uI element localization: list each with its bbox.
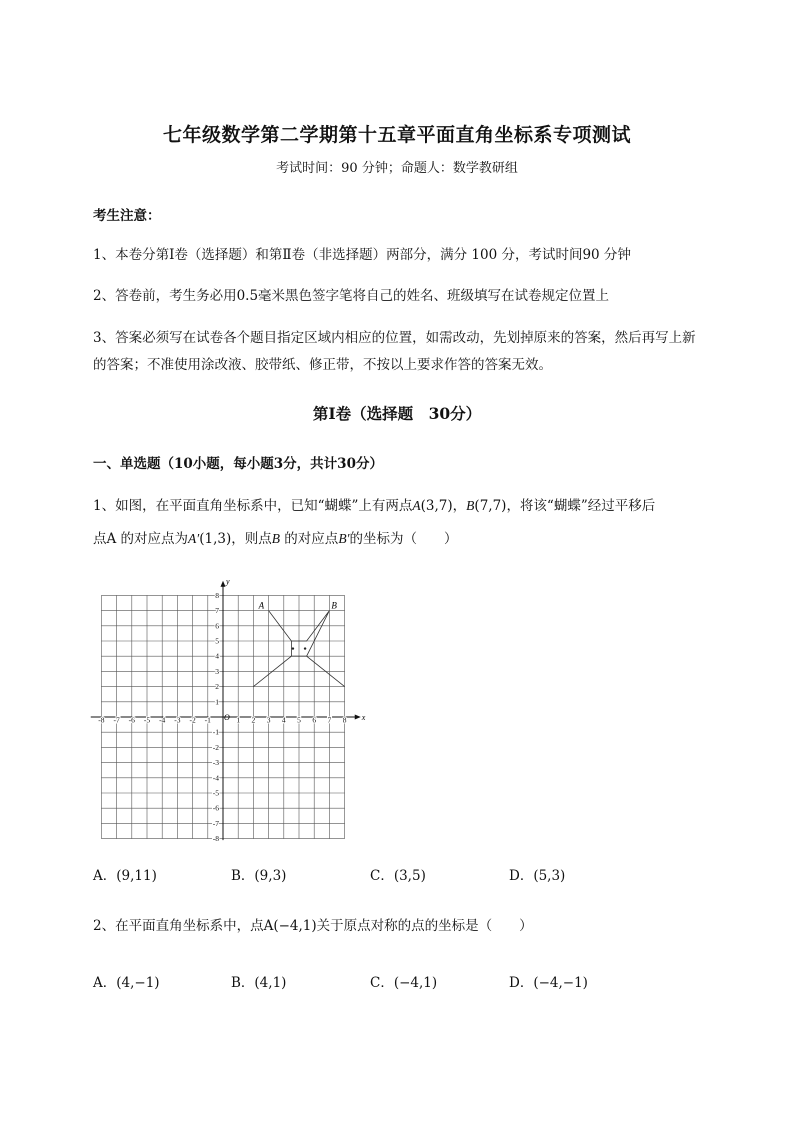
question-2: 2、在平面直角坐标系中，点A(−4,1)关于原点对称的点的坐标是（ ） xyxy=(93,918,533,934)
y-tick-label: -7 xyxy=(212,818,219,828)
y-axis-arrow xyxy=(221,581,226,587)
point-b-label: B xyxy=(331,600,337,611)
notice-item-3-line-2: 的答案；不准使用涂改液、胶带纸、修正带，不按以上要求作答的答案无效。 xyxy=(93,357,552,373)
q1-point-b: B xyxy=(466,498,475,513)
q2-option-d[interactable]: D．(−4,−1) xyxy=(509,975,588,991)
q1-option-d[interactable]: D．(5,3) xyxy=(509,868,566,884)
x-tick-label: -2 xyxy=(189,715,196,725)
q1-text-f: 的坐标为（ ） xyxy=(349,531,458,547)
y-tick-label: -6 xyxy=(212,803,219,813)
x-tick-label: 2 xyxy=(251,715,256,725)
y-tick-label: 2 xyxy=(215,682,219,692)
q1-text-e: 的对应点 xyxy=(280,531,339,547)
x-tick-label: -1 xyxy=(204,715,211,725)
x-tick-label: 6 xyxy=(312,715,317,725)
origin-label: O xyxy=(224,713,230,722)
notice-item-2: 2、答卷前，考生务必用0.5毫米黑色签字笔将自己的姓名、班级填写在试卷规定位置上 xyxy=(93,288,610,304)
axes xyxy=(91,581,361,840)
page-title: 七年级数学第二学期第十五章平面直角坐标系专项测试 xyxy=(162,124,631,146)
notice-heading: 考生注意： xyxy=(93,208,161,224)
x-tick-label: -5 xyxy=(143,715,151,725)
x-tick-label: -7 xyxy=(113,715,120,725)
y-tick-label: 8 xyxy=(215,590,219,600)
x-axis-arrow xyxy=(355,715,361,720)
q1-text-c: 点A 的对应点为 xyxy=(93,531,189,547)
q2-option-b[interactable]: B．(4,1) xyxy=(231,975,287,991)
q1-point-b-2: B xyxy=(271,531,281,546)
q1-point-a: A xyxy=(412,498,421,513)
x-tick-label: 8 xyxy=(342,715,347,725)
exam-info: 考试时间：90 分钟；命题人：数学教研组 xyxy=(276,161,518,176)
y-tick-label: 5 xyxy=(215,636,219,646)
butterfly-eye-left xyxy=(292,647,294,649)
x-tick-label: 4 xyxy=(281,715,286,725)
butterfly-eye-right xyxy=(304,647,306,649)
q1-option-c[interactable]: C．(3,5) xyxy=(370,868,426,884)
y-tick-label: 7 xyxy=(215,606,219,616)
y-tick-label: 1 xyxy=(215,697,219,707)
notice-item-3-line-1: 3、答案必须写在试卷各个题目指定区域内相应的位置，如需改动，先划掉原来的答案，然后再写上新 xyxy=(93,330,696,346)
q1-point-b-coord: (7,7) xyxy=(474,498,507,514)
y-tick-label: -1 xyxy=(212,727,219,737)
x-tick-label: -3 xyxy=(174,715,181,725)
x-tick-label: -8 xyxy=(98,715,105,725)
x-tick-label: 7 xyxy=(327,715,332,725)
x-tick-label: 5 xyxy=(297,715,301,725)
q2-option-a[interactable]: A．(4,−1) xyxy=(93,975,160,991)
q1-point-a-coord: (3,7) xyxy=(420,498,453,514)
y-axis-label: y xyxy=(226,576,230,586)
y-tick-label: -8 xyxy=(212,834,219,844)
y-tick-label: 3 xyxy=(215,666,219,676)
y-tick-label: 6 xyxy=(215,621,219,631)
x-tick-label: -4 xyxy=(159,715,166,725)
question-1-line-2 xyxy=(93,527,458,547)
q1-text-b: ，将该“蝴蝶”经过平移后 xyxy=(506,498,656,514)
section-title: 第Ⅰ卷（选择题 30分） xyxy=(312,404,482,423)
q1-point-a-prime: A′ xyxy=(188,531,200,546)
q1-text-d: ，则点 xyxy=(231,531,272,547)
x-axis-label: x xyxy=(361,713,366,722)
y-tick-label: -5 xyxy=(212,788,219,798)
q2-option-c[interactable]: C．(−4,1) xyxy=(370,975,438,991)
notice-item-1: 1、本卷分第Ⅰ卷（选择题）和第Ⅱ卷（非选择题）两部分，满分 100 分，考试时间90 分钟 xyxy=(93,247,631,263)
y-tick-label: -2 xyxy=(212,742,219,752)
q1-sep: ， xyxy=(452,498,467,514)
coordinate-grid-figure xyxy=(90,570,380,845)
x-tick-label: 3 xyxy=(266,715,271,725)
part-heading: 一、单选题（10小题，每小题3分，共计30分） xyxy=(93,456,383,472)
y-tick-label: -3 xyxy=(212,758,219,768)
q1-point-b-prime: B′ xyxy=(338,531,350,546)
q1-option-b[interactable]: B．(9,3) xyxy=(231,868,287,884)
x-tick-label: -6 xyxy=(128,715,135,725)
q1-point-a-prime-coord: (1,3) xyxy=(199,531,232,547)
q1-option-a[interactable]: A．(9,11) xyxy=(93,868,157,884)
question-1-line-1 xyxy=(93,494,655,514)
point-a-label: A xyxy=(258,600,265,611)
y-tick-label: -4 xyxy=(212,773,219,783)
y-tick-label: 4 xyxy=(215,651,219,661)
x-tick-label: 1 xyxy=(236,715,241,725)
q1-text-a: 1、如图，在平面直角坐标系中，已知“蝴蝶”上有两点 xyxy=(93,498,413,514)
